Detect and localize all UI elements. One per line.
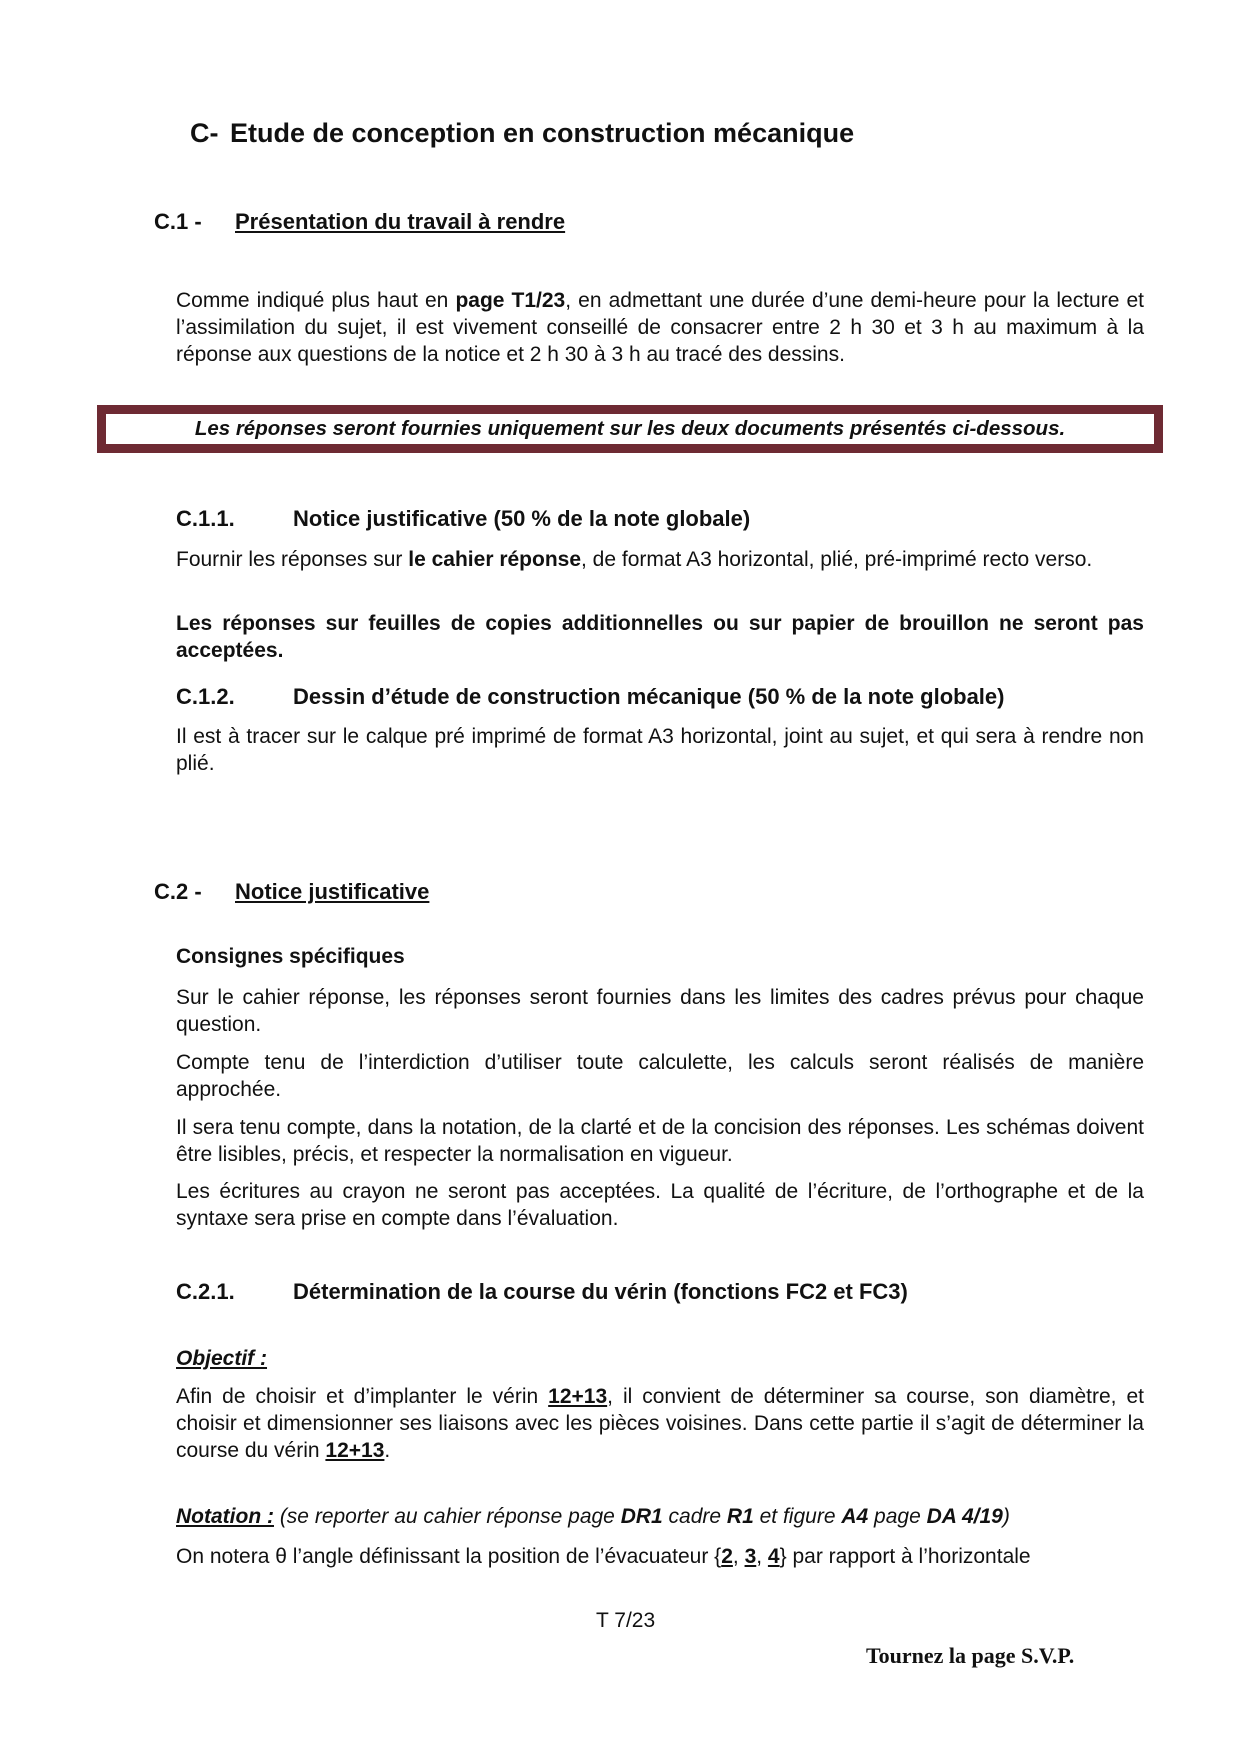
page-ref: page T1/23 <box>455 289 566 312</box>
section-c11-title: Notice justificative (50 % de la note globale) <box>293 506 751 531</box>
main-heading-prefix: C- <box>190 118 219 148</box>
section-c1-title: Présentation du travail à rendre <box>235 209 566 234</box>
c2-paragraph-4: Les écritures au crayon ne seront pas acceptées. La qualité de l’écriture, de l’orthographe et de la syntaxe sera prise en compte dans l’évaluation. <box>176 1180 1144 1230</box>
notation-label: Notation : <box>176 1505 274 1528</box>
a4-ref: A4 <box>841 1505 869 1528</box>
c1-intro-paragraph: Comme indiqué plus haut en page T1/23, en admettant une durée d’une demi-heure pour la lecture et l’assimilation du sujet, il est vivement conseillé de consacrer entre 2 h 30 et 3 h au maximum à la réponse aux questions de la notice et 2 h 30 à 3 h au tracé des dessins. <box>176 289 1144 366</box>
c12-paragraph-1: Il est à tracer sur le calque pré imprimé de format A3 horizontal, joint au sujet, et qui sera à rendre non plié. <box>176 725 1144 775</box>
c11-paragraph-1: Fournir les réponses sur le cahier réponse, de format A3 horizontal, plié, pré-imprimé recto verso. <box>176 548 1093 571</box>
c2-paragraph-2: Compte tenu de l’interdiction d’utiliser toute calculette, les calculs seront réalisés de manière approchée. <box>176 1051 1144 1101</box>
section-c21-title: Détermination de la course du vérin (fonctions FC2 et FC3) <box>293 1279 908 1304</box>
answers-notice-box <box>97 405 1163 453</box>
section-c2-title: Notice justificative <box>235 879 430 904</box>
part-ref-4: 4 <box>767 1545 780 1568</box>
section-c12-heading <box>176 684 1005 710</box>
objectif-paragraph: Afin de choisir et d’implanter le vérin 12+13, il convient de déterminer sa course, son diamètre, et choisir et dimensionner ses liaisons avec les pièces voisines. Dans cette partie il s’agit de déterminer la course du vérin 12+13. <box>176 1385 1144 1462</box>
c2-paragraph-3: Il sera tenu compte, dans la notation, de la clarté et de la concision des réponses. Les schémas doivent être lisibles, précis, et respecter la normalisation en vigueur. <box>176 1116 1144 1166</box>
section-c12-title: Dessin d’étude de construction mécanique (50 % de la note globale) <box>293 684 1005 709</box>
main-heading <box>190 118 854 149</box>
consignes-heading: Consignes spécifiques <box>176 945 405 968</box>
c2-paragraph-1: Sur le cahier réponse, les réponses seront fournies dans les limites des cadres prévus pour chaque question. <box>176 986 1144 1036</box>
page-number: T 7/23 <box>596 1609 656 1632</box>
section-c12-number: C.1.2. <box>176 684 235 709</box>
section-c11-heading <box>176 506 751 532</box>
verin-ref-2: 12+13 <box>325 1439 385 1462</box>
c11-paragraph-2: Les réponses sur feuilles de copies additionnelles ou sur papier de brouillon ne seront pas acceptées. <box>176 612 1144 662</box>
section-c21-heading <box>176 1279 908 1305</box>
section-c21-number: C.2.1. <box>176 1279 235 1304</box>
notation-line: Notation : (se reporter au cahier réponse page DR1 cadre R1 et figure A4 page DA 4/19) <box>176 1505 1010 1528</box>
section-c1-heading <box>154 209 566 235</box>
da-ref: DA 4/19 <box>926 1505 1003 1528</box>
main-heading-title: Etude de conception en construction mécanique <box>230 118 855 148</box>
objectif-label: Objectif : <box>176 1347 268 1370</box>
section-c11-number: C.1.1. <box>176 506 235 531</box>
section-c1-number: C.1 - <box>154 209 202 234</box>
section-c2-heading <box>154 879 430 905</box>
answers-notice-text: Les réponses seront fournies uniquement sur les deux documents présentés ci-dessous. <box>104 412 1156 446</box>
part-ref-2: 2 <box>721 1545 733 1568</box>
dr1-ref: DR1 <box>620 1505 663 1528</box>
part-ref-3: 3 <box>744 1545 757 1568</box>
verin-ref-1: 12+13 <box>548 1385 608 1408</box>
cahier-reponse-ref: le cahier réponse <box>408 548 582 571</box>
theta-definition-line: On notera θ l’angle définissant la position de l’évacuateur {2, 3, 4} par rapport à l’horizontale <box>176 1545 1031 1568</box>
turn-page-note: Tournez la page S.V.P. <box>866 1643 1075 1668</box>
r1-ref: R1 <box>726 1505 754 1528</box>
section-c2-number: C.2 - <box>154 879 202 904</box>
